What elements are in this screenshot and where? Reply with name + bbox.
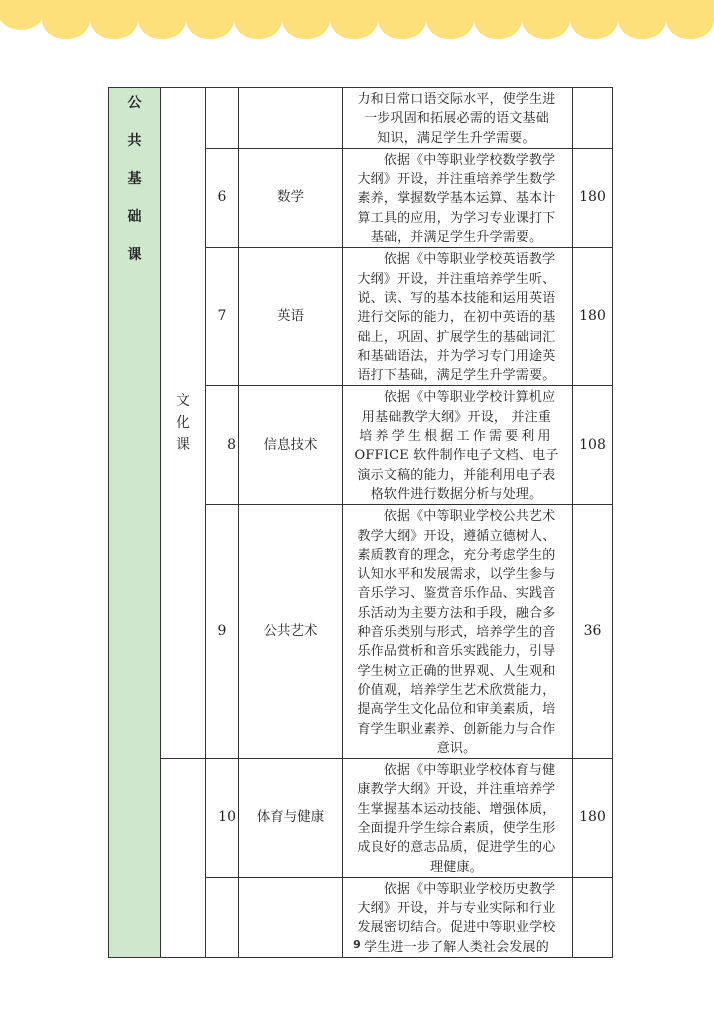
desc-line: 础上，巩固、扩展学生的基础词汇 bbox=[357, 329, 556, 345]
course-name bbox=[239, 88, 343, 149]
desc-line: 学生树立正确的世界观、人生观和 bbox=[357, 663, 556, 679]
course-hours: 180 bbox=[573, 248, 613, 386]
course-hours: 108 bbox=[573, 386, 613, 505]
desc-line: 生掌握基本运动技能、增强体质， bbox=[357, 801, 556, 817]
desc-line: 学生进一步了解人类社会发展的 bbox=[364, 939, 549, 955]
desc-line: 育学生职业素养、创新能力与合作 bbox=[357, 721, 556, 737]
desc-line: 成良好的意志品质，促进学生的心 bbox=[357, 840, 556, 856]
subcategory-char: 课 bbox=[176, 437, 190, 454]
desc-line: 康教学大纲》开设，并注重培养学 bbox=[357, 782, 556, 798]
desc-line: 乐活动为主要方法和手段，融合多 bbox=[357, 605, 556, 621]
desc-line: 依据《中等职业学校数学教学 bbox=[383, 152, 556, 168]
category-char: 共 bbox=[127, 133, 142, 149]
course-description bbox=[343, 248, 573, 386]
desc-line: 演示文稿的能力，并能利用电子表 bbox=[357, 467, 556, 483]
desc-line: 教学大纲》开设，遵循立德树人、 bbox=[357, 528, 556, 544]
desc-line: 力和日常口语交际水平，使学生进 bbox=[357, 92, 556, 107]
desc-line: 培养学生根据工作需要利用 bbox=[359, 429, 554, 445]
desc-line: 进行交际的能力，在初中英语的基 bbox=[357, 310, 556, 326]
desc-line: 依据《中等职业学校体育与健 bbox=[383, 763, 556, 779]
desc-line: 依据《中等职业学校公共艺术 bbox=[383, 509, 556, 525]
desc-line: 素养，掌握数学基本运算、基本计 bbox=[357, 191, 556, 207]
course-name: 数学 bbox=[239, 148, 343, 247]
desc-line: 和基础语法，并为学习专门用途英 bbox=[357, 348, 556, 364]
category-char: 础 bbox=[127, 209, 142, 225]
banner-fill bbox=[0, 0, 714, 39]
desc-line: 说、读、写的基本技能和运用英语 bbox=[357, 290, 556, 306]
course-description bbox=[343, 88, 573, 149]
desc-line: 算工具的应用，为学习专业课打下 bbox=[357, 210, 556, 226]
course-name: 公共艺术 bbox=[239, 505, 343, 759]
desc-line: 依据《中等职业学校历史教学 bbox=[383, 881, 556, 897]
desc-line: 发展密切结合。促进中等职业学校 bbox=[357, 920, 556, 936]
desc-line: 大纲》开设，并与专业实际和行业 bbox=[357, 901, 556, 917]
course-description bbox=[343, 759, 573, 878]
category-char: 公 bbox=[127, 95, 142, 111]
subcategory-char: 化 bbox=[176, 415, 190, 432]
course-description bbox=[343, 386, 573, 505]
desc-line: 音乐学习、鉴赏音乐作品、实践音 bbox=[357, 586, 556, 602]
desc-line: 乐作品赏析和音乐实践能力，引导 bbox=[357, 644, 556, 660]
desc-line: 格软件进行数据分析与处理。 bbox=[370, 486, 543, 502]
course-number: 7 bbox=[206, 248, 239, 386]
course-number: 10 bbox=[206, 759, 239, 878]
course-hours: 180 bbox=[573, 148, 613, 247]
desc-line: 理健康。 bbox=[430, 859, 483, 875]
course-number: 9 bbox=[206, 505, 239, 759]
curriculum-table bbox=[108, 87, 613, 958]
course-description bbox=[343, 148, 573, 247]
desc-line: 依据《中等职业学校英语教学 bbox=[383, 252, 556, 268]
course-hours bbox=[573, 88, 613, 149]
desc-line: 语打下基础，满足学生升学需要。 bbox=[357, 368, 556, 384]
course-name: 体育与健康 bbox=[239, 759, 343, 878]
course-name: 信息技术 bbox=[239, 386, 343, 505]
table-row bbox=[109, 88, 613, 149]
desc-line: 基础，并满足学生升学需要。 bbox=[370, 230, 543, 246]
subcategory-char: 文 bbox=[176, 393, 190, 410]
category-cell-public-basic bbox=[109, 88, 161, 958]
desc-line: 依据《中等职业学校计算机应 bbox=[383, 390, 556, 406]
course-hours: 180 bbox=[573, 759, 613, 878]
course-name: 英语 bbox=[239, 248, 343, 386]
desc-line: 大纲》开设，并注重培养学生数学 bbox=[357, 172, 556, 188]
course-number bbox=[206, 88, 239, 149]
decorative-banner bbox=[0, 0, 714, 50]
desc-line: 种音乐类别与形式，培养学生的音 bbox=[357, 625, 556, 641]
page-number: 9 bbox=[353, 938, 361, 951]
desc-line: 认知水平和发展需求，以学生参与 bbox=[357, 567, 556, 583]
subcategory-cell-culture bbox=[161, 88, 206, 759]
desc-line: 素质教育的理念，充分考虑学生的 bbox=[357, 547, 556, 563]
course-number: 8 bbox=[206, 386, 239, 505]
desc-line: 知识，满足学生升学需要。 bbox=[377, 130, 536, 146]
desc-line: 意识。 bbox=[436, 740, 477, 756]
desc-line: 价值观，培养学生艺术欣赏能力， bbox=[357, 682, 556, 698]
desc-line: 提高学生文化品位和审美素质，培 bbox=[357, 702, 556, 718]
table-row bbox=[109, 759, 613, 878]
desc-line: OFFICE 软件制作电子文档、电子 bbox=[354, 448, 559, 464]
desc-line: 全面提升学生综合素质，使学生形 bbox=[357, 820, 556, 836]
course-number: 6 bbox=[206, 148, 239, 247]
desc-line: 大纲》开设，并注重培养学生听、 bbox=[357, 271, 556, 287]
category-char: 基 bbox=[127, 171, 142, 187]
course-hours: 36 bbox=[573, 505, 613, 759]
course-description bbox=[343, 505, 573, 759]
category-char: 课 bbox=[127, 247, 142, 263]
banner-scallop bbox=[0, 0, 714, 39]
subcategory-cell-empty bbox=[161, 759, 206, 958]
desc-line: 一步巩固和拓展必需的语文基础 bbox=[364, 111, 549, 127]
desc-line: 用基础教学大纲》开设， 并注重 bbox=[361, 409, 552, 425]
